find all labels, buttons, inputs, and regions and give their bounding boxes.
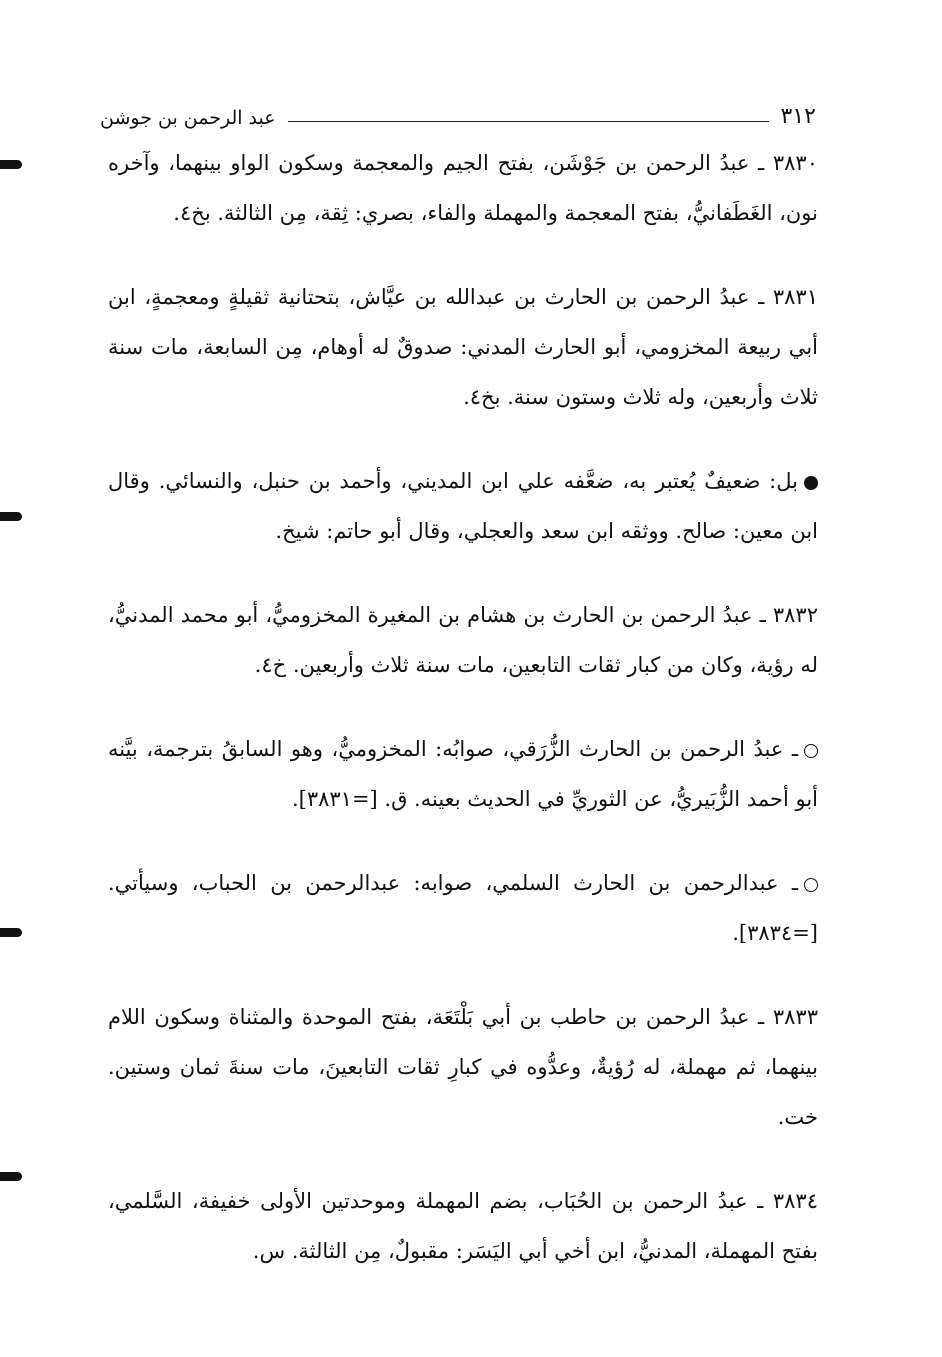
running-title: عبد الرحمن بن جوشن [100,107,276,129]
entry-3830: ٣٨٣٠ ـ عبدُ الرحمن بن جَوْشَن، بفتح الجيم والمعجمة وسكون الواو بينهما، وآخره نون، الغَطَفانيُّ، بفتح المعجمة والمهملة والفاء، بصري: ثِقة، مِن الثالثة. بخ٤. [108,151,818,225]
entry-3834: ٣٨٣٤ ـ عبدُ الرحمن بن الحُبَاب، بضم المهملة وموحدتين الأولى خفيفة، السَّلمي، بفتح المهملة، المدنيُّ، ابن أخي أبي اليَسَر: مقبولٌ، مِن الثالثة. س. [108,1189,818,1263]
entry-3833: ٣٨٣٣ ـ عبدُ الرحمن بن حاطب بن أبي بَلْتَعَة، بفتح الموحدة والمثناة وسكون اللام بينهما، ثم مهملة، له رُؤيةٌ، وعدُّوه في كبارِ ثقات التابعينَ، مات سنةَ ثمان وستين. خت. [108,1005,818,1129]
header-rule [288,121,769,122]
margin-mark [0,1172,22,1181]
margin-mark [0,160,22,169]
page-number: ٣١٢ [780,104,816,129]
entries-list [108,138,818,1310]
bullet-icon [804,476,818,490]
entry-zuraqi: ـ عبدُ الرحمن بن الحارث الزُّرَقي، صوابُه: المخزوميُّ، وهو السابقُ بترجمة، بيَّنه أبو أحمد الزُّبَيريُّ، عن الثوريِّ في الحديث بعينه. ق. [=٣٨٣١]. [108,737,818,811]
margin-mark [0,512,22,521]
entry-3831-note: بل: ضعيفٌ يُعتبر به، ضعَّفه علي ابن المديني، وأحمد بن حنبل، والنسائي. وقال ابن معين: صالح. ووثقه ابن سعد والعجلي، وقال أبو حاتم: شيخ. [108,469,818,543]
circle-icon [804,744,818,758]
running-header [100,88,816,128]
entry-sulami: ـ عبدالرحمن بن الحارث السلمي، صوابه: عبدالرحمن بن الحباب، وسيأتي. [=٣٨٣٤]. [108,871,818,945]
margin-mark [0,928,22,937]
circle-icon [804,878,818,892]
entry-3832: ٣٨٣٢ ـ عبدُ الرحمن بن الحارث بن هشام بن المغيرة المخزوميُّ، أبو محمد المدنيُّ، له رؤية، وكان من كبار ثقات التابعين، مات سنة ثلاث وأربعين. خ٤. [108,603,818,677]
entry-3831: ٣٨٣١ ـ عبدُ الرحمن بن الحارث بن عبدالله بن عيَّاش، بتحتانية ثقيلةٍ ومعجمةٍ، ابن أبي ربيعة المخزومي، أبو الحارث المدني: صدوقٌ له أوهام، مِن السابعة، مات سنة ثلاث وأربعين، وله ثلاث وستون سنة. بخ٤. [108,285,818,409]
